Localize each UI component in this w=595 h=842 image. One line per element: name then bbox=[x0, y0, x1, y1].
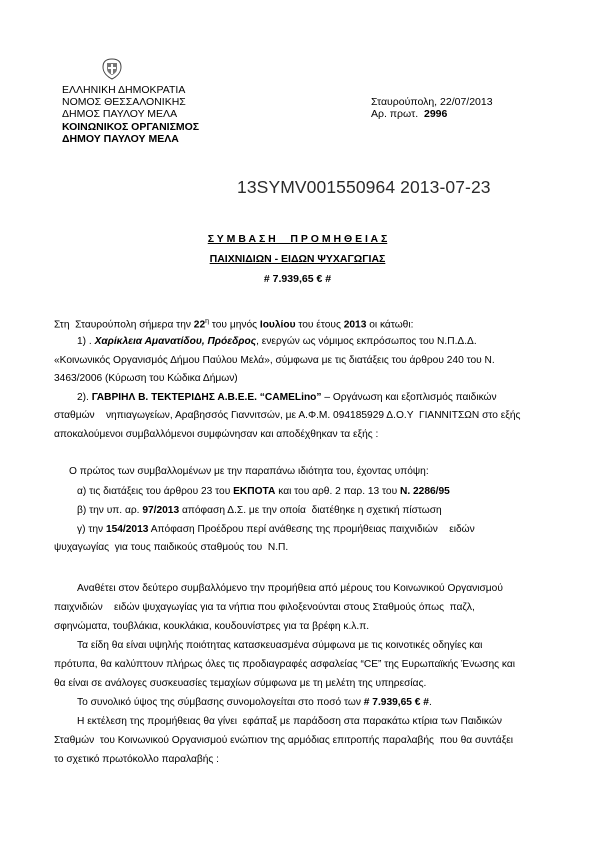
place-date: Σταυρούπολη, 22/07/2013 bbox=[371, 96, 493, 108]
total-text: Το συνολικό ύψος της σύμβασης συνομολογείται στο ποσό των bbox=[77, 697, 364, 708]
contract-amount: # 7.939,65 € # bbox=[263, 273, 332, 285]
item-b-text: β) την υπ. αρ. bbox=[77, 505, 143, 516]
protocol-number: 2996 bbox=[424, 108, 448, 120]
header-line-organization-municipality: ΔΗΜΟΥ ΠΑΥΛΟΥ ΜΕΛΑ bbox=[62, 133, 179, 145]
party2-line2: σταθμών νηπιαγωγείων, Αραβησσός Γιαννιτσών, με Α.Φ.Μ. 094185929 Δ.Ο.Υ ΓΙΑΝΝΙΤΣΩΝ στο εξής bbox=[54, 410, 521, 421]
coat-of-arms-icon bbox=[100, 58, 124, 80]
item-b bbox=[77, 505, 442, 517]
party1-name: Χαρίκλεια Αμανατίδου, Πρόεδρος bbox=[94, 336, 257, 347]
intro-text-d: οι κάτωθι: bbox=[366, 319, 414, 331]
item-a-text: α) τις διατάξεις του άρθρου 23 του bbox=[77, 486, 234, 497]
intro-paragraph bbox=[54, 316, 413, 331]
header-line-prefecture: ΝΟΜΟΣ ΘΕΣΣΑΛΟΝΙΚΗΣ bbox=[62, 96, 186, 108]
protocol-number-line bbox=[371, 108, 447, 120]
intro-month: Ιουλίου bbox=[259, 319, 296, 331]
intro-text-c: του έτους bbox=[295, 319, 344, 331]
execution-line1: Η εκτέλεση της προμήθειας θα γίνει εφάπαξ με παράδοση στα παρακάτω κτίρια των Παιδικών bbox=[77, 716, 502, 727]
quality-line2: πρότυπα, θα καλύπτουν πλήρως όλες τις προδιαγραφές ασφαλείας “CE” της Ευρωπαϊκής Ένωσης και bbox=[54, 659, 516, 670]
item-c-text: γ) την bbox=[77, 524, 106, 535]
party2-number: 2). bbox=[77, 392, 92, 403]
party1-role: , ενεργών ως νόμιμος εκπρόσωπος του Ν.Π.Δ.Δ. bbox=[256, 336, 477, 347]
protocol-label: Αρ. πρωτ. bbox=[371, 108, 419, 120]
party1-line1 bbox=[77, 336, 477, 348]
ada-code: 13SYMV001550964 2013-07-23 bbox=[237, 177, 491, 197]
party2-description: – Οργάνωση και εξοπλισμός παιδικών bbox=[321, 392, 497, 403]
party1-line3: 3463/2006 (Κύρωση του Κώδικα Δήμων) bbox=[54, 373, 238, 384]
item-a bbox=[77, 486, 450, 498]
item-c-decision: 154/2013 bbox=[105, 524, 149, 535]
item-a-text-2: και του αρθ. 2 παρ. 13 του bbox=[275, 486, 400, 497]
intro-text-b: του μηνός bbox=[209, 319, 260, 331]
header-line-republic: ΕΛΛΗΝΙΚΗ ΔΗΜΟΚΡΑΤΙΑ bbox=[62, 84, 186, 96]
item-b-text-2: απόφαση Δ.Σ. με την οποία διατέθηκε η σχετική πίστωση bbox=[179, 505, 442, 516]
execution-line3: το σχετικό πρωτόκολλο παραλαβής : bbox=[54, 754, 219, 765]
total-line bbox=[77, 697, 432, 709]
intro-day: 22 bbox=[193, 319, 206, 331]
total-period: . bbox=[428, 697, 432, 708]
contract-subtitle: ΠΑΙΧΝΙΔΙΩΝ - ΕΙΔΩΝ ΨΥΧΑΓΩΓΙΑΣ bbox=[209, 253, 386, 265]
intro-text-a: Στη Σταυρούπολη σήμερα την bbox=[54, 319, 194, 331]
quality-line3: θα είναι σε ανάλογες συσκευασίες τεμαχίων σύμφωνα με τη μελέτη της υπηρεσίας. bbox=[54, 678, 427, 689]
party1-line2: «Κοινωνικός Οργανισμός Δήμου Παύλου Μελά», σύμφωνα με τις διατάξεις του άρθρου 240 του Ν. bbox=[54, 355, 495, 366]
total-amount: # 7.939,65 € # bbox=[363, 697, 429, 708]
party2-line1 bbox=[77, 392, 497, 404]
contract-title: Σ Υ Μ Β Α Σ Η Π Ρ Ο Μ Η Θ Ε Ι Α Σ bbox=[207, 233, 388, 245]
item-a-law: ΕΚΠΟΤΑ bbox=[233, 486, 276, 497]
party2-line3: αποκαλούμενοι συμβαλλόμενοι συμφώνησαν και αποδέχθηκαν τα εξής : bbox=[54, 429, 379, 440]
assign-line1: Αναθέτει στον δεύτερο συμβαλλόμενο την προμήθεια από μέρους του Κοινωνικού Οργανισμού bbox=[77, 583, 503, 594]
header-line-organization: ΚΟΙΝΩΝΙΚΟΣ ΟΡΓΑΝΙΣΜΟΣ bbox=[62, 121, 200, 133]
assign-line2: παιχνιδιών ειδών ψυχαγωγίας για τα νήπια που φιλοξενούνται στους Σταθμούς όπως παζλ, bbox=[54, 602, 475, 613]
item-c-line2: ψυχαγωγίας για τους παιδικούς σταθμούς του Ν.Π. bbox=[54, 542, 289, 553]
execution-line2: Σταθμών του Κοινωνικού Οργανισμού ενώπιον της αρμόδιας επιτροπής παραλαβής που θα συντάξει bbox=[54, 735, 514, 746]
party2-name: ΓΑΒΡΙΗΛ Β. ΤΕΚΤΕΡΙΔΗΣ Α.Β.Ε.Ε. “CAMELino” bbox=[91, 392, 322, 403]
intro-day-suffix: η bbox=[205, 318, 210, 325]
assign-line3: σφηνώματα, τουβλάκια, κουκλάκια, κουδουνίστρες για τα βρέφη κ.λ.π. bbox=[54, 621, 370, 632]
quality-line1: Τα είδη θα είναι υψηλής ποιότητας κατασκευασμένα σύμφωνα με τις κοινοτικές οδηγίες και bbox=[77, 640, 483, 651]
item-b-decision: 97/2013 bbox=[142, 505, 180, 516]
intro-year: 2013 bbox=[343, 319, 367, 331]
item-c-text-2: Απόφαση Προέδρου περί ανάθεσης της προμήθειας παιχνιδιών ειδών bbox=[148, 524, 475, 535]
item-a-law-2: Ν. 2286/95 bbox=[399, 486, 450, 497]
considering-paragraph: Ο πρώτος των συμβαλλομένων με την παραπάνω ιδιότητα του, έχοντας υπόψη: bbox=[69, 466, 429, 477]
item-c bbox=[77, 524, 475, 536]
header-line-municipality: ΔΗΜΟΣ ΠΑΥΛΟΥ ΜΕΛΑ bbox=[62, 108, 178, 120]
party1-number: 1) . bbox=[77, 336, 95, 347]
